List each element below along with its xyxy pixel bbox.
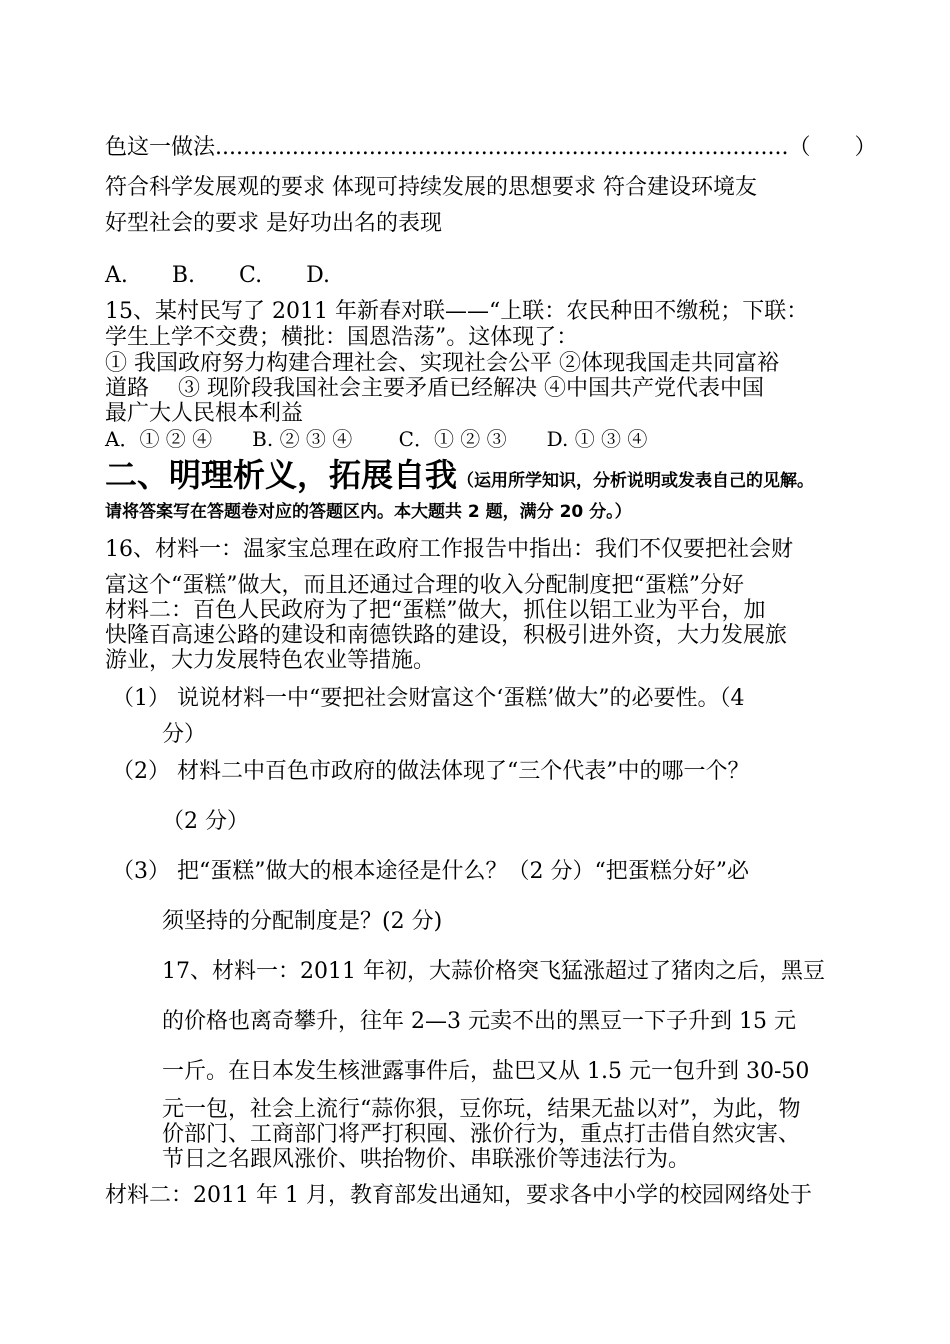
question-17-line-5: 价部门、工商部门将严打积囤、涨价行为，重点打击借自然灾害、 bbox=[162, 1122, 801, 1147]
question-16-material-1-line-2: 富这个“蛋糕”做大，而且还通过合理的收入分配制度把“蛋糕”分好 bbox=[105, 573, 744, 598]
question-16-part-3-cont: 须坚持的分配制度是？(2 分) bbox=[162, 909, 443, 934]
question-17-line-4: 元一包，社会上流行“蒜你狠，豆你玩，结果无盐以对”，为此，物 bbox=[162, 1097, 801, 1122]
question-16-material-2-line-1: 材料二：百色人民政府为了把“蛋糕”做大，抓住以铝工业为平台，加 bbox=[105, 598, 766, 623]
question-16-material-1-line-1: 16、材料一：温家宝总理在政府工作报告中指出：我们不仅要把社会财 bbox=[105, 537, 793, 562]
question-17-line-3: 一斤。在日本发生核泄露事件后，盐巴又从 1.5 元一包升到 30-50 bbox=[162, 1059, 810, 1084]
question-15-line-3: ① 我国政府努力构建合理社会、实现社会公平 ②体现我国走共同富裕 bbox=[105, 351, 779, 376]
question-16-part-2: （2） 材料二中百色市政府的做法体现了“三个代表”中的哪一个？ bbox=[112, 759, 750, 784]
answer-choices-14: A. B. C. D. bbox=[105, 263, 330, 288]
question-15-line-5: 最广大人民根本利益 bbox=[105, 401, 304, 426]
option-line-14-end: 色这一做法..................................................................................（ ） bbox=[105, 135, 877, 160]
question-16-part-2-cont: （2 分） bbox=[162, 809, 249, 834]
section-heading-title: 二、明理析义，拓展自我 bbox=[105, 456, 458, 494]
section-heading-note-2: 请将答案写在答题卷对应的答题区内。本大题共 2 题，满分 20 分。） bbox=[105, 502, 632, 522]
question-16-material-2-line-2: 快隆百高速公路的建设和南德铁路的建设，积极引进外资，大力发展旅 bbox=[105, 623, 788, 648]
question-16-part-1-cont: 分） bbox=[162, 722, 207, 747]
section-heading-note: （运用所学知识，分析说明或发表自己的见解。 bbox=[457, 471, 815, 491]
question-17-line-6: 节日之名跟风涨价、哄抬物价、串联涨价等违法行为。 bbox=[162, 1147, 691, 1172]
question-16-part-3: （3） 把“蛋糕”做大的根本途径是什么？（2 分）“把蛋糕分好”必 bbox=[112, 859, 749, 884]
question-16-material-2-line-3: 游业，大力发展特色农业等措施。 bbox=[105, 648, 436, 673]
section-heading bbox=[105, 455, 814, 501]
statements-line-1: 符合科学发展观的要求 体现可持续发展的思想要求 符合建设环境友 bbox=[105, 175, 757, 200]
question-17-line-2: 的价格也离奇攀升，往年 2—3 元卖不出的黑豆一下子升到 15 元 bbox=[162, 1009, 796, 1034]
question-15-line-2: 学生上学不交费；横批：国恩浩荡”。这体现了： bbox=[105, 325, 579, 350]
question-17-material-2-line-1: 材料二：2011 年 1 月，教育部发出通知，要求各中小学的校园网络处于 bbox=[105, 1183, 812, 1208]
question-16-part-1: （1） 说说材料一中“要把社会财富这个‘蛋糕’做大”的必要性。（4 bbox=[112, 686, 745, 711]
statements-line-2: 好型社会的要求 是好功出名的表现 bbox=[105, 211, 442, 236]
answer-choices-15: A．① ② ④ B. ② ③ ④ C．① ② ③ D. ① ③ ④ bbox=[105, 427, 648, 451]
question-15-line-4: 道路 ③ 现阶段我国社会主要矛盾已经解决 ④中国共产党代表中国 bbox=[105, 376, 764, 401]
question-17-line-1: 17、材料一：2011 年初，大蒜价格突飞猛涨超过了猪肉之后，黑豆 bbox=[162, 959, 825, 984]
question-15-line-1: 15、某村民写了 2011 年新春对联——“上联：农民种田不缴税；下联： bbox=[105, 299, 809, 324]
